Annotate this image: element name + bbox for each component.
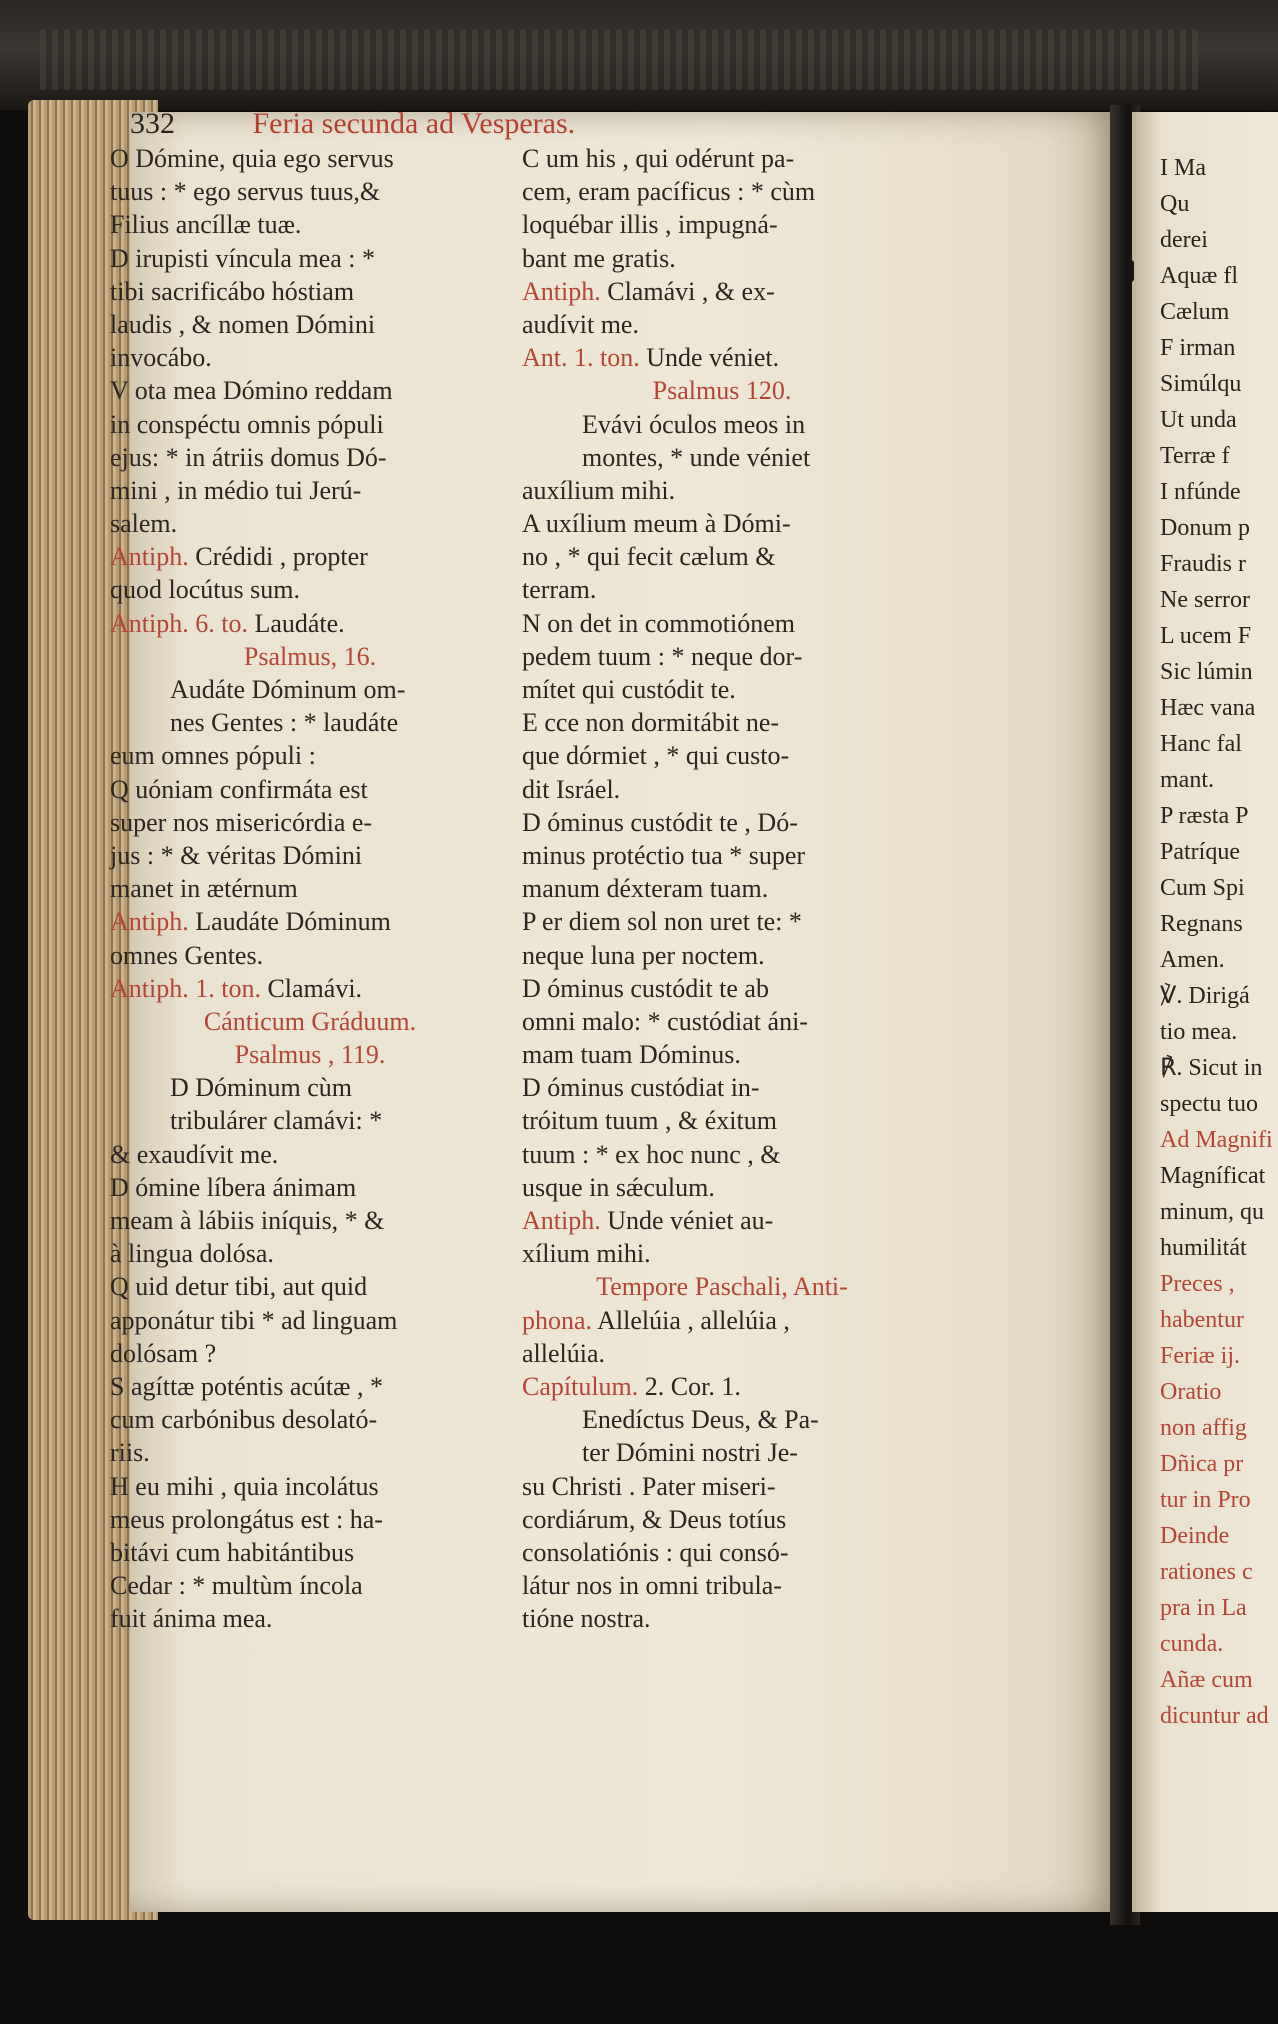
text-line: consolatiónis : qui consó- xyxy=(522,1537,789,1567)
text-line: derei xyxy=(1160,227,1208,253)
text-line xyxy=(110,972,510,1005)
text-line: minum, qu xyxy=(1160,1199,1265,1225)
text-line: minus protéctio tua * super xyxy=(522,840,806,870)
text-line: H eu mihi , quia incolátus xyxy=(110,1471,379,1501)
text-line: fuit ánima mea. xyxy=(110,1604,273,1634)
rubric-line: pra in La xyxy=(1160,1595,1247,1621)
text-line: ℣. Dirigá xyxy=(1160,983,1250,1009)
folio-number: 332 xyxy=(130,107,175,140)
rubric: Antiph. xyxy=(522,1206,601,1235)
text-line xyxy=(522,1304,922,1337)
rubric-line: dicuntur ad xyxy=(1160,1703,1269,1729)
text-line: neque luna per noctem. xyxy=(522,940,765,970)
text-line: riis. xyxy=(110,1438,150,1468)
text-line: usque in sǽculum. xyxy=(522,1172,715,1202)
text-line: manum déxteram tuam. xyxy=(522,874,769,904)
text-line xyxy=(110,607,510,640)
text-line: meam à lábiis iníquis, * & xyxy=(110,1206,385,1235)
text-line: N on det in commotiónem xyxy=(522,608,795,638)
text-line: cem, eram pacíficus : * cùm xyxy=(522,177,816,207)
text-line: Evávi óculos meos in xyxy=(582,409,806,439)
text-line: Terræ f xyxy=(1160,443,1230,469)
text-line: P ræsta P xyxy=(1160,803,1249,829)
text-line: terram. xyxy=(522,575,597,605)
text-line xyxy=(522,275,922,308)
text-line: no , * qui fecit cælum & xyxy=(522,542,776,572)
book-top-edge xyxy=(0,0,1278,110)
rubric-text: Clamávi , & ex- xyxy=(600,276,775,306)
rubric-line: habentur xyxy=(1160,1307,1244,1333)
text-line: montes, * unde véniet xyxy=(582,442,811,472)
text-line: su Christi . Pater miseri- xyxy=(522,1471,776,1501)
text-line: Hanc fal xyxy=(1160,731,1242,757)
text-line: pedem tuum : * neque dor- xyxy=(522,641,803,671)
text-line: Enedíctus Deus, & Pa- xyxy=(582,1405,819,1435)
text-line: tróitum tuum , & éxitum xyxy=(522,1106,777,1136)
rubric: Antiph. 1. ton. xyxy=(110,973,261,1003)
text-line: apponátur tibi * ad linguam xyxy=(110,1305,398,1335)
rubric-line: Añæ cum xyxy=(1160,1667,1253,1693)
rubric-text: Laudáte Dóminum xyxy=(188,907,391,937)
rubric-heading: Cánticum Gráduum. xyxy=(203,1006,417,1036)
rubric-heading: Tempore Paschali, Anti- xyxy=(596,1272,848,1302)
text-line: A uxílium meum à Dómi- xyxy=(522,509,791,539)
text-line: ejus: * in átriis domus Dó- xyxy=(110,442,387,472)
text-line: V ota mea Dómino reddam xyxy=(110,376,393,406)
text-line: nes Gentes : * laudáte xyxy=(170,708,399,738)
text-line: & exaudívit me. xyxy=(110,1139,279,1169)
text-line: Simúlqu xyxy=(1160,371,1242,397)
text-line: Qu xyxy=(1160,191,1190,217)
rubric: Antiph. xyxy=(522,276,601,306)
text-line: xílium mihi. xyxy=(522,1239,651,1269)
text-line: Magníficat xyxy=(1160,1163,1266,1189)
text-line: S agíttæ poténtis acútæ , * xyxy=(110,1371,383,1401)
text-line: laudis , & nomen Dómini xyxy=(110,309,376,339)
text-line: Q uid detur tibi, aut quid xyxy=(110,1272,368,1302)
text-line: audívit me. xyxy=(522,309,639,339)
text-line: Regnans xyxy=(1160,911,1243,937)
rubric: Antiph. 6. to. xyxy=(110,608,248,638)
text-line: I nfúnde xyxy=(1160,479,1241,505)
text-line: in conspéctu omnis pópuli xyxy=(110,409,384,439)
text-line xyxy=(522,341,922,374)
text-line: salem. xyxy=(110,509,178,539)
text-line: Cedar : * multùm íncola xyxy=(110,1571,363,1601)
text-line: Hæc vana xyxy=(1160,695,1256,721)
rubric-line: tur in Pro xyxy=(1160,1487,1251,1513)
rubric-text: Allelúia , allelúia , xyxy=(592,1305,790,1335)
text-line: tio mea. xyxy=(1160,1019,1238,1045)
rubric-text: Laudáte. xyxy=(247,608,345,638)
text-line: ℟. Sicut in xyxy=(1160,1055,1263,1081)
text-line: Fraudis r xyxy=(1160,551,1246,577)
facing-page-text xyxy=(1160,150,1278,1734)
text-line: D irupisti víncula mea : * xyxy=(110,243,376,273)
text-line: manet in ætérnum xyxy=(110,874,298,904)
running-title: Feria secunda ad Vesperas. xyxy=(252,107,576,140)
text-line: dit Isráel. xyxy=(522,774,621,804)
text-line: Donum p xyxy=(1160,515,1250,541)
rubric-text: Crédidi , propter xyxy=(188,542,368,572)
text-line: Aquæ fl xyxy=(1160,263,1238,289)
text-line: tibi sacrificábo hóstiam xyxy=(110,276,355,306)
rubric-text: Unde véniet. xyxy=(639,343,780,373)
rubric-line: rationes c xyxy=(1160,1559,1253,1585)
text-line: mam tuam Dóminus. xyxy=(522,1040,741,1070)
page-header xyxy=(130,104,890,144)
text-line: Q uóniam confirmáta est xyxy=(110,774,368,804)
text-line: D óminus custódit te , Dó- xyxy=(522,807,798,837)
text-line: jus : * & véritas Dómini xyxy=(110,840,363,870)
text-line: cum carbónibus desolató- xyxy=(110,1405,378,1435)
text-line: omnes Gentes. xyxy=(110,940,264,970)
text-line: cordiárum, & Deus totíus xyxy=(522,1504,787,1534)
text-line: Audáte Dóminum om- xyxy=(170,675,406,704)
text-line: bant me gratis. xyxy=(522,243,676,273)
text-line: spectu tuo xyxy=(1160,1091,1258,1117)
text-line: D óminus custódiat in- xyxy=(522,1073,760,1103)
text-line: D Dóminum cùm xyxy=(170,1073,352,1103)
text-line: E cce non dormitábit ne- xyxy=(522,708,780,738)
rubric-line: Dñica pr xyxy=(1160,1451,1244,1477)
text-line xyxy=(110,905,510,938)
column-right xyxy=(522,142,922,1635)
text-line: Amen. xyxy=(1160,947,1225,973)
text-line: mítet qui custódit te. xyxy=(522,675,736,704)
rubric: Antiph. xyxy=(110,542,189,572)
text-line: invocábo. xyxy=(110,343,212,373)
rubric-line: cunda. xyxy=(1160,1631,1224,1657)
text-line: super nos misericórdia e- xyxy=(110,807,373,837)
text-line: O Dómine, quia ego servus xyxy=(110,144,394,173)
text-line: F irman xyxy=(1160,335,1236,361)
text-line: dolósam ? xyxy=(110,1338,217,1368)
text-line: à lingua dolósa. xyxy=(110,1239,274,1269)
text-line: látur nos in omni tribula- xyxy=(522,1571,782,1601)
text-line: mini , in médio tui Jerú- xyxy=(110,475,362,505)
rubric-heading: Psalmus , 119. xyxy=(234,1040,386,1070)
rubric: phona. xyxy=(522,1305,593,1335)
text-line xyxy=(522,1204,922,1237)
text-line xyxy=(110,540,510,573)
rubric-line: non affig xyxy=(1160,1415,1247,1441)
text-line: tuus : * ego servus tuus,& xyxy=(110,177,381,207)
text-line: loquébar illis , impugná- xyxy=(522,210,778,240)
rubric-line: Deinde xyxy=(1160,1523,1230,1549)
text-line: bitávi cum habitántibus xyxy=(110,1537,355,1567)
rubric-line: Feriæ ij. xyxy=(1160,1343,1241,1369)
text-line: P er diem sol non uret te: * xyxy=(522,907,802,937)
text-line: Cælum xyxy=(1160,299,1230,325)
text-line: Ne serror xyxy=(1160,587,1250,613)
rubric-line: Oratio xyxy=(1160,1379,1222,1405)
text-line: Cum Spi xyxy=(1160,875,1245,901)
text-line: Ut unda xyxy=(1160,407,1237,433)
rubric-heading: Psalmus, 16. xyxy=(243,641,377,671)
column-left xyxy=(110,142,510,1635)
text-line: allelúia. xyxy=(522,1338,606,1368)
text-line: tribulárer clamávi: * xyxy=(170,1106,383,1136)
rubric-heading: Psalmus 120. xyxy=(652,376,792,406)
text-line: Sic lúmin xyxy=(1160,659,1253,685)
rubric-line: Preces , xyxy=(1160,1271,1235,1297)
rubric-text: Unde véniet au- xyxy=(600,1206,774,1235)
text-line: humilitát xyxy=(1160,1235,1247,1261)
text-line: ter Dómini nostri Je- xyxy=(582,1438,798,1468)
text-line: D ómine líbera ánimam xyxy=(110,1172,357,1202)
text-line: eum omnes pópuli : xyxy=(110,741,316,771)
text-line: que dórmiet , * qui custo- xyxy=(522,741,790,771)
rubric: Antiph. xyxy=(110,907,189,937)
text-line: quod locútus sum. xyxy=(110,575,300,605)
rubric-text: 2. Cor. 1. xyxy=(638,1371,741,1401)
ink-mark xyxy=(1128,260,1134,282)
text-line: tuum : * ex hoc nunc , & xyxy=(522,1139,781,1169)
rubric: Capítulum. xyxy=(522,1371,639,1401)
text-line: L ucem F xyxy=(1160,623,1252,649)
rubric-text: Clamávi. xyxy=(260,973,363,1003)
text-line: meus prolongátus est : ha- xyxy=(110,1504,383,1534)
text-line: C um his , qui odérunt pa- xyxy=(522,144,795,173)
text-line: I Ma xyxy=(1160,155,1206,181)
rubric-line: Ad Magnifi xyxy=(1160,1127,1273,1153)
text-line: auxílium mihi. xyxy=(522,475,676,505)
text-line: Filius ancíllæ tuæ. xyxy=(110,210,302,240)
text-line: tióne nostra. xyxy=(522,1604,651,1634)
text-line: D óminus custódit te ab xyxy=(522,973,769,1003)
text-line: omni malo: * custódiat áni- xyxy=(522,1006,808,1036)
text-line: mant. xyxy=(1160,767,1214,793)
text-line xyxy=(522,1370,922,1403)
rubric: Ant. 1. ton. xyxy=(522,343,640,373)
text-line: Patríque xyxy=(1160,839,1240,865)
